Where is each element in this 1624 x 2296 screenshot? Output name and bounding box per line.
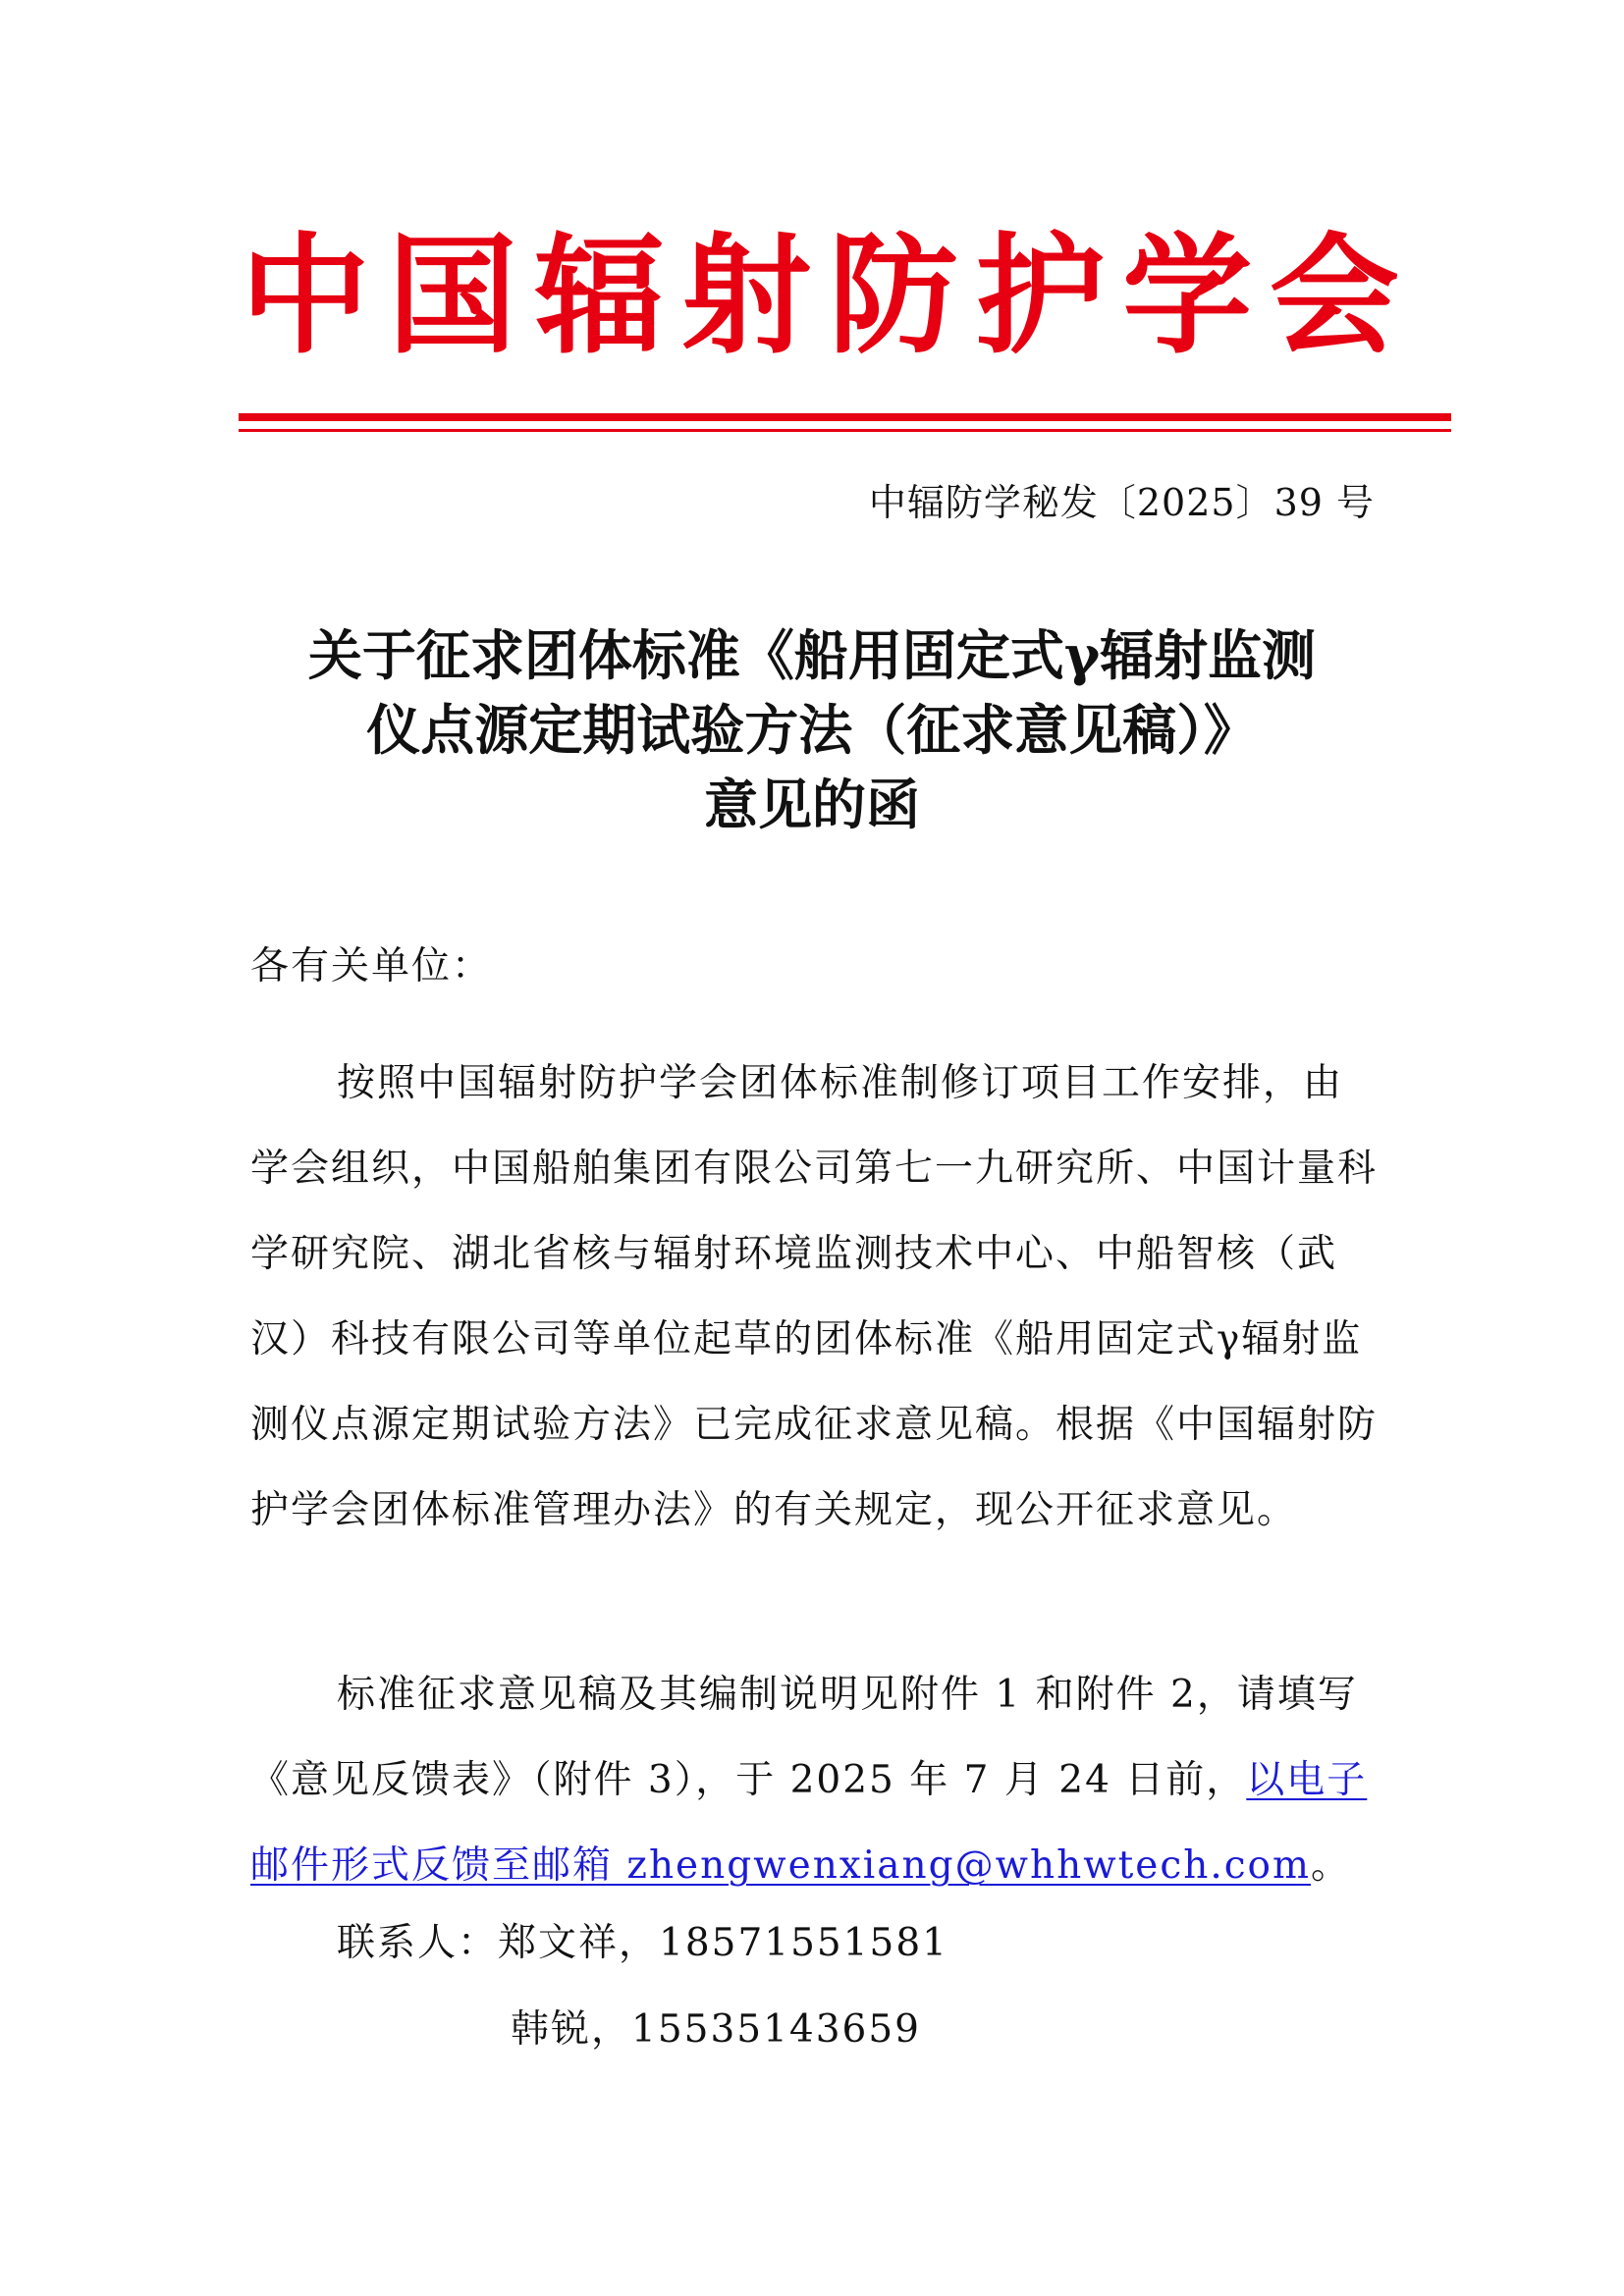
contact-line-1: 联系人：郑文祥，18571551581 <box>337 1921 948 1965</box>
letterhead-org-name <box>241 218 1399 375</box>
document-subject <box>196 618 1428 842</box>
letterhead-divider-thin <box>239 429 1451 432</box>
contact-line-2: 韩锐，15535143659 <box>511 2007 921 2052</box>
paragraph-2-text: 标准征求意见稿及其编制说明见附件 1 和附件 2，请填写《意见反馈表》（附件 3），于 2025 年 7 月 24 日前， <box>250 1673 1358 1802</box>
letterhead-char: 防 <box>828 220 958 372</box>
document-number: 中辐防学秘发〔2025〕39 号 <box>868 481 1375 524</box>
subject-line-2: 仪点源定期试验方法（征求意见稿）》 <box>366 698 1258 762</box>
letterhead-char: 会 <box>1269 220 1399 372</box>
subject-line-1: 关于征求团体标准《船用固定式γ辐射监测 <box>307 623 1317 687</box>
letterhead-char: 中 <box>241 220 370 372</box>
letterhead-char: 辐 <box>534 220 665 372</box>
email-feedback-link[interactable]: 以电子邮件形式反馈至邮箱 zhengwenxiang@whhwtech.com <box>250 1758 1368 1888</box>
paragraph-2-end: 。 <box>1311 1843 1352 1888</box>
body-paragraph-2 <box>250 1652 1380 1908</box>
letterhead-divider-thick <box>239 413 1451 421</box>
salutation: 各有关单位： <box>250 944 493 988</box>
body-paragraph-1: 按照中国辐射防护学会团体标准制修订项目工作安排，由学会组织，中国船舶集团有限公司第七一九研究所、中国计量科学研究院、湖北省核与辐射环境监测技术中心、中船智核（武汉）科技有限公司等单位起草的团体标准《船用固定式γ辐射监测仪点源定期试验方法》已完成征求意见稿。根据《中国辐射防护学会团体标准管理办法》的有关规定，现公开征求意见。 <box>250 1061 1379 1532</box>
subject-line-3: 意见的函 <box>703 773 920 836</box>
letterhead-char: 学 <box>1122 220 1253 372</box>
letterhead-char: 护 <box>975 220 1106 372</box>
letterhead-char: 射 <box>681 220 812 372</box>
letterhead-char: 国 <box>387 220 517 372</box>
